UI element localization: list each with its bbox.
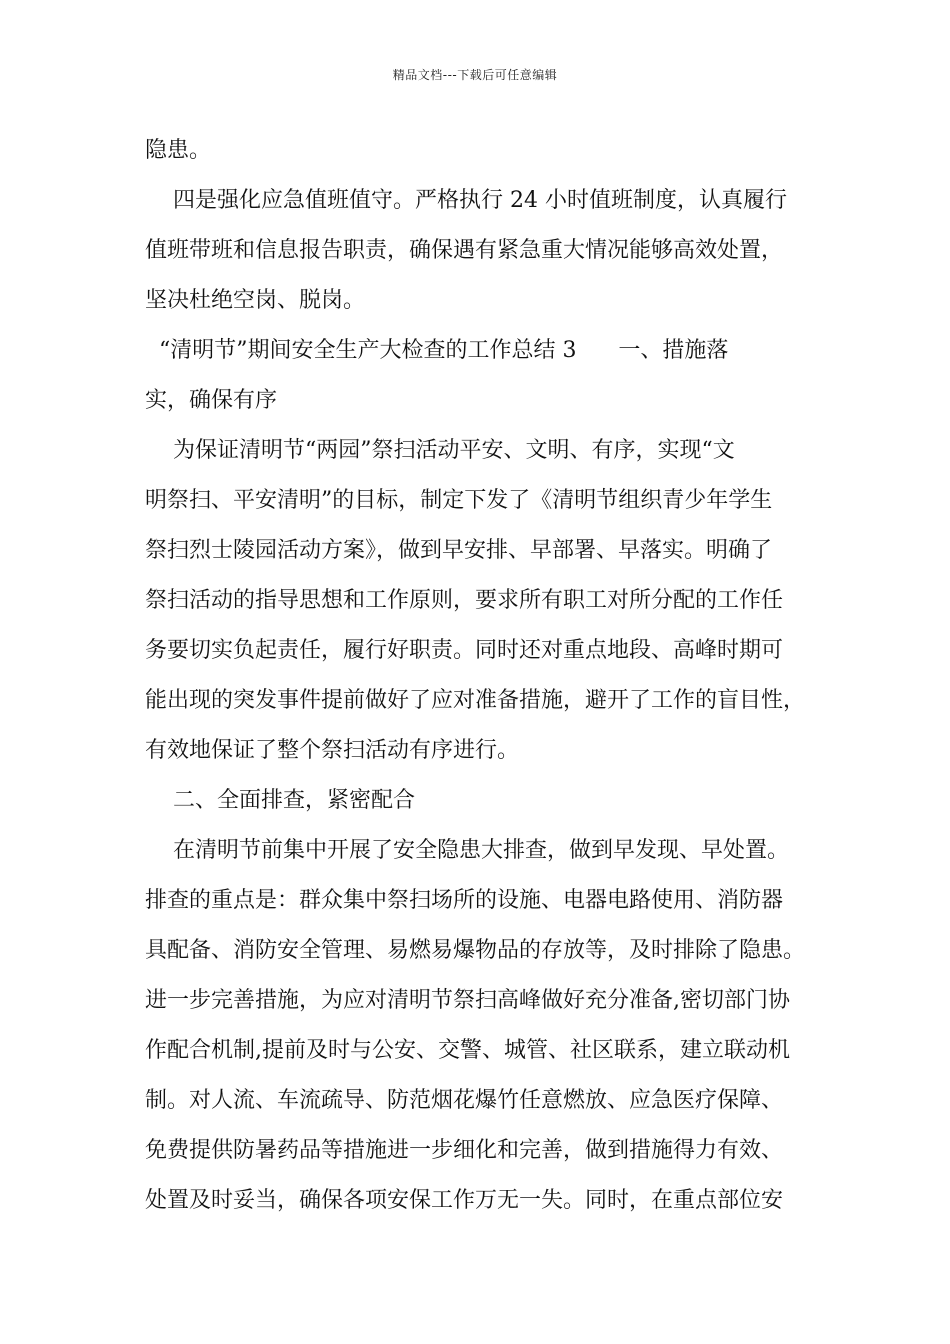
text-line: 坚决杜绝空岗、脱岗。 — [145, 288, 366, 313]
text-line: 作配合机制,提前及时与公安、交警、城管、社区联系，建立联动机 — [145, 1038, 790, 1063]
page-header: 精品文档---下载后可任意编辑 — [392, 68, 558, 82]
section-title-line: “清明节”期间安全生产大检查的工作总结 3 一、措施落 — [145, 338, 729, 363]
text-line: 具配备、消防安全管理、易燃易爆物品的存放等，及时排除了隐患。 — [145, 938, 806, 963]
text-line: 在清明节前集中开展了安全隐患大排查，做到早发现、早处置。 — [145, 838, 789, 863]
text-line: 进一步完善措施，为应对清明节祭扫高峰做好充分准备,密切部门协 — [145, 988, 790, 1013]
text-line: 务要切实负起责任，履行好职责。同时还对重点地段、高峰时期可 — [145, 638, 784, 663]
text-line: 制。对人流、车流疏导、防范烟花爆竹任意燃放、应急医疗保障、 — [145, 1088, 784, 1113]
text-line: 排查的重点是：群众集中祭扫场所的设施、电器电路使用、消防器 — [145, 888, 784, 913]
text-line: 隐患。 — [145, 138, 212, 163]
text-line: 四是强化应急值班值守。严格执行 24 小时值班制度，认真履行 — [145, 188, 787, 213]
text-line: 实，确保有序 — [145, 388, 278, 413]
text-line: 能出现的突发事件提前做好了应对准备措施，避开了工作的盲目性， — [145, 688, 806, 713]
text-line: 免费提供防暑药品等措施进一步细化和完善，做到措施得力有效、 — [145, 1138, 784, 1163]
text-line: 有效地保证了整个祭扫活动有序进行。 — [145, 738, 520, 763]
text-line: 祭扫活动的指导思想和工作原则，要求所有职工对所分配的工作任 — [145, 588, 784, 613]
text-line: 祭扫烈士陵园活动方案》，做到早安排、早部署、早落实。明确了 — [145, 538, 773, 563]
text-line: 值班带班和信息报告职责，确保遇有紧急重大情况能够高效处置， — [145, 238, 784, 263]
text-line: 明祭扫、平安清明”的目标，制定下发了《清明节组织青少年学生 — [145, 488, 773, 513]
subheading-line: 二、全面排查，紧密配合 — [145, 788, 415, 813]
text-line: 处置及时妥当，确保各项安保工作万无一失。同时，在重点部位安 — [145, 1188, 784, 1213]
text-line: 为保证清明节“两园”祭扫活动平安、文明、有序，实现“文 — [145, 438, 735, 463]
